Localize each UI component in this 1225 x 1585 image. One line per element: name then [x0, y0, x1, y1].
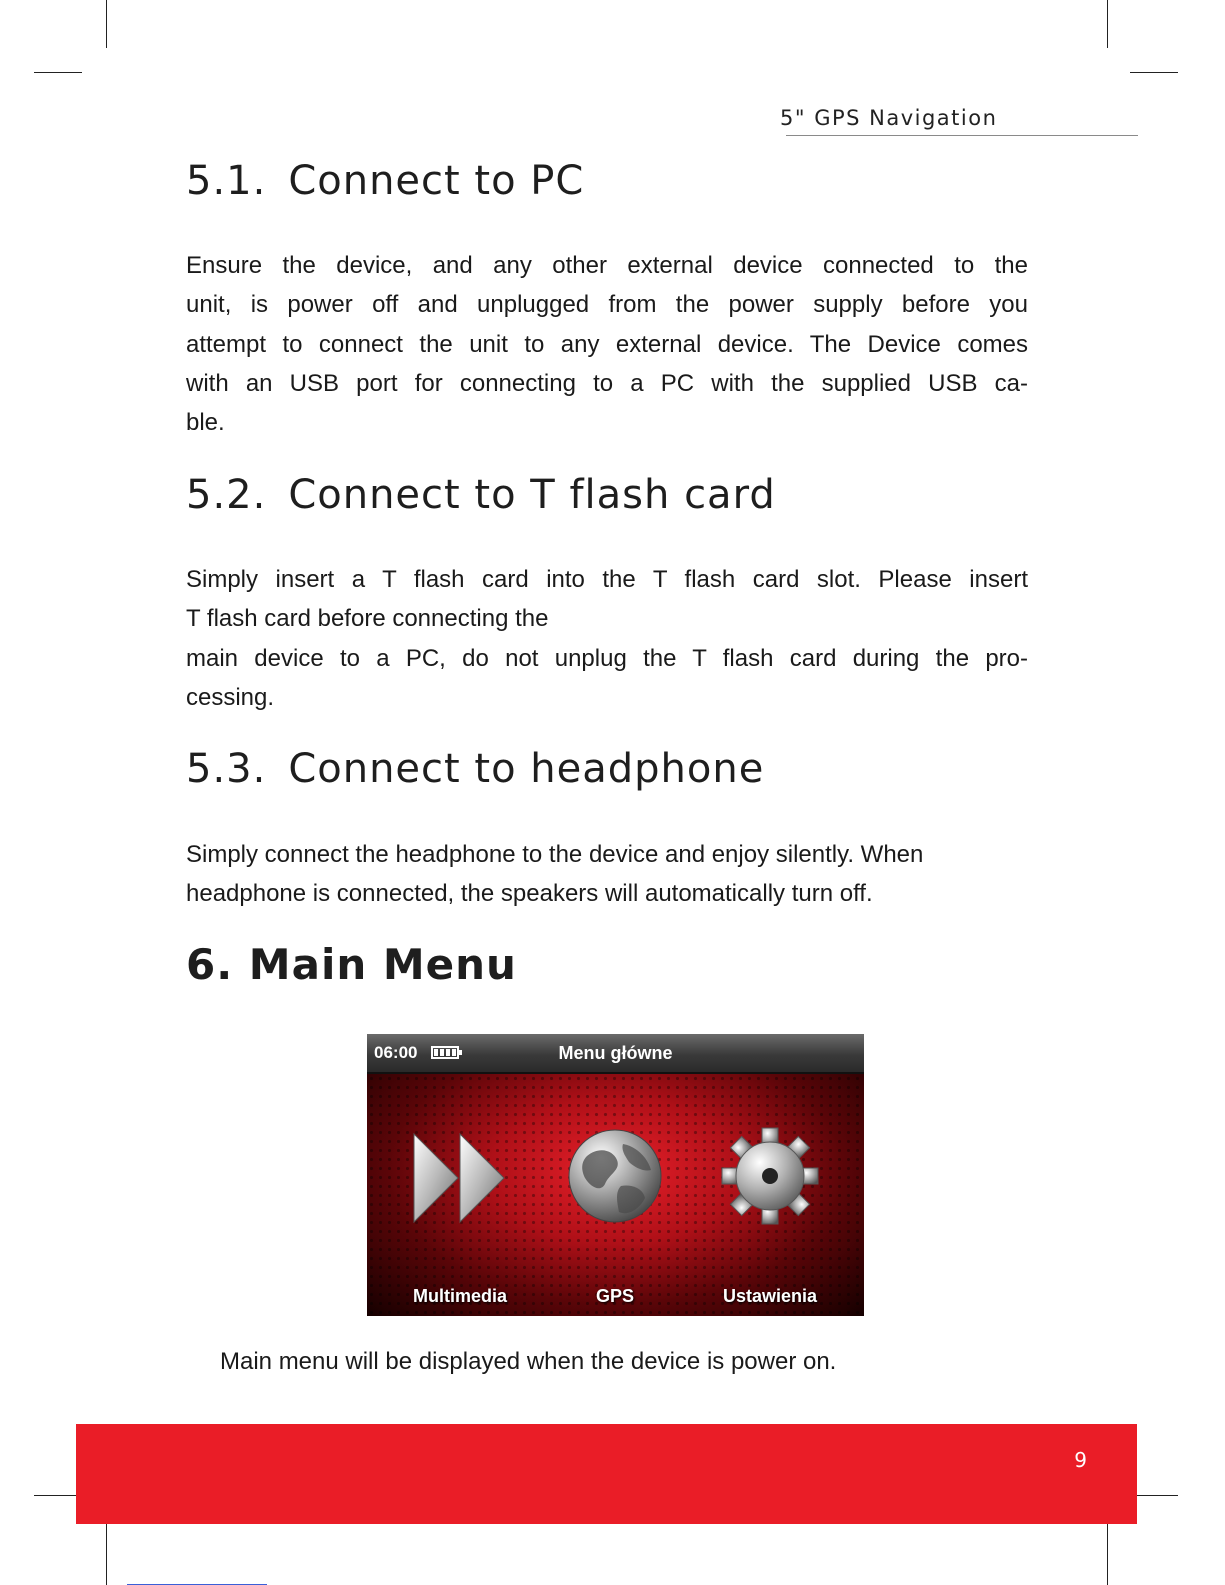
screen-title: Menu główne — [558, 1043, 673, 1063]
body-line: Simply connect the headphone to the device and enjoy silently. When — [186, 841, 924, 868]
body-line: with an USB port for connecting to a PC with the supplied USB ca- — [186, 369, 1028, 397]
body-line: cessing. — [186, 683, 275, 711]
section-body-connect-pc — [186, 246, 1028, 442]
menu-label: Ustawienia — [722, 1286, 818, 1306]
body-line: unit, is power off and unplugged from the power supply before you — [186, 291, 1028, 319]
status-bar — [367, 1034, 864, 1074]
crop-mark — [34, 1495, 82, 1496]
body-line: main device to a PC, do not unplug the T flash card during the pro- — [186, 644, 1028, 672]
crop-mark — [1107, 1520, 1108, 1585]
crop-mark — [1130, 72, 1178, 73]
fast-forward-icon — [410, 1126, 510, 1226]
clock-time: 06:00 — [374, 1043, 418, 1062]
menu-item-ustawienia[interactable] — [690, 1074, 850, 1316]
section-number: 5.1. — [186, 158, 267, 204]
body-line: T flash card before connecting the — [186, 605, 549, 633]
menu-item-gps[interactable] — [535, 1074, 695, 1316]
body-line: attempt to connect the unit to any external device. The Device comes — [186, 330, 1028, 358]
body-line: Ensure the device, and any other external device connected to the — [186, 252, 1028, 279]
gear-icon — [720, 1126, 820, 1226]
footer-band — [76, 1424, 1137, 1524]
section-title: Connect to PC — [288, 158, 585, 204]
header-rule — [786, 135, 1138, 136]
section-heading-connect-headphone — [186, 746, 764, 792]
crop-mark — [34, 72, 82, 73]
section-number: 5.3. — [186, 746, 267, 792]
body-line: headphone is connected, the speakers will automatically turn off. — [186, 880, 873, 908]
section-heading-connect-pc — [186, 158, 584, 204]
section-title: Connect to headphone — [288, 746, 765, 792]
globe-icon — [565, 1126, 665, 1226]
menu-area — [367, 1074, 864, 1316]
crop-mark — [106, 1520, 107, 1585]
body-line: Simply insert a T flash card into the T flash card slot. Please insert — [186, 566, 1028, 593]
crop-mark — [1130, 1495, 1178, 1496]
body-line: ble. — [186, 409, 225, 437]
section-body-connect-headphone — [186, 835, 1028, 914]
device-screenshot — [367, 1034, 864, 1316]
running-header: 5" GPS Navigation — [780, 106, 998, 130]
menu-item-multimedia[interactable] — [380, 1074, 540, 1316]
section-number: 5.2. — [186, 472, 267, 518]
menu-label: GPS — [595, 1286, 634, 1306]
page-number: 9 — [1074, 1448, 1087, 1472]
crop-mark — [1107, 0, 1108, 48]
section-body-connect-tflash — [186, 560, 1028, 717]
section-title: Connect to T flash card — [288, 472, 776, 518]
section-heading-connect-tflash — [186, 472, 776, 518]
menu-label: Multimedia — [412, 1286, 507, 1306]
crop-mark — [106, 0, 107, 48]
figure-caption: Main menu will be displayed when the device is power on. — [220, 1348, 837, 1375]
main-menu-heading: 6. Main Menu — [186, 940, 517, 989]
